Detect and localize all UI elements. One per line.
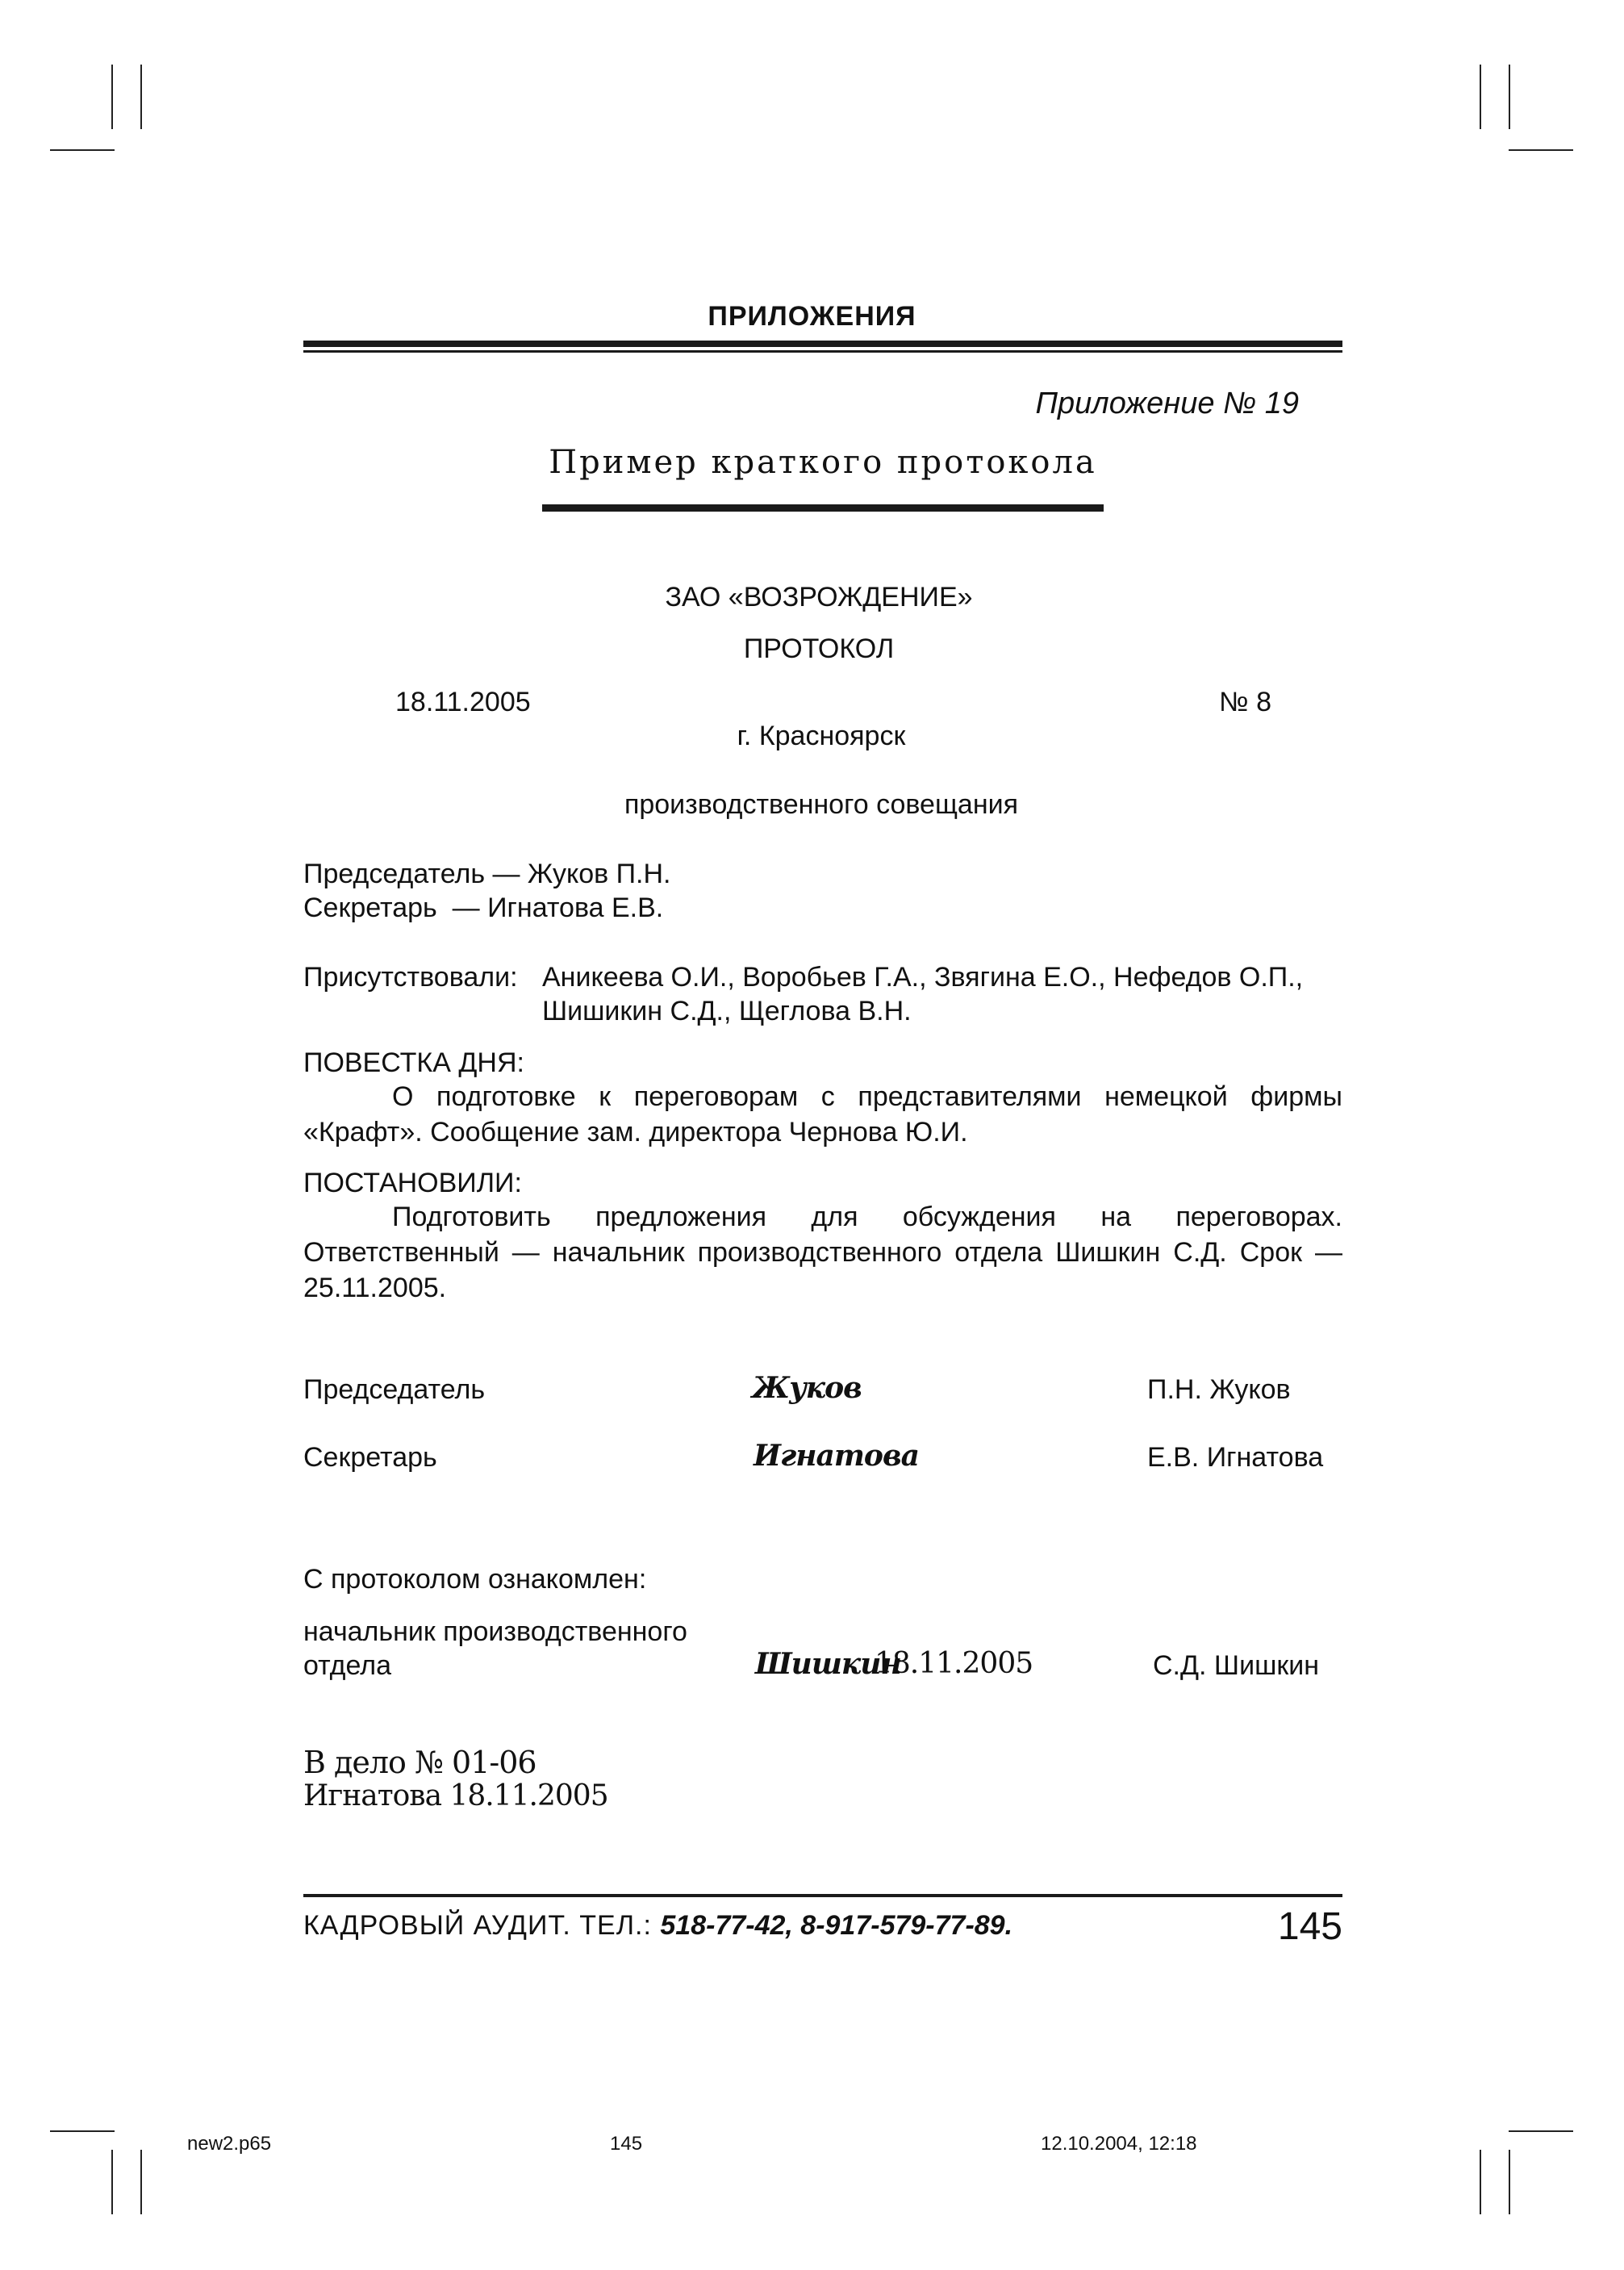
protocol-date: 18.11.2005 bbox=[395, 687, 531, 717]
slug-file-name: new2.p65 bbox=[187, 2133, 272, 2155]
crop-mark bbox=[50, 149, 115, 151]
chair-line: Председатель — Жуков П.Н. bbox=[303, 859, 671, 889]
agenda-label: ПОВЕСТКА ДНЯ: bbox=[303, 1047, 524, 1078]
document-heading: Пример краткого протокола bbox=[549, 444, 1097, 481]
secretary-name: Е.В. Игнатова bbox=[1147, 1442, 1324, 1473]
protocol-subject: производственного совещания bbox=[624, 789, 1019, 820]
slug-timestamp: 12.10.2004, 12:18 bbox=[1041, 2133, 1197, 2155]
chair-signature: Жуков bbox=[752, 1371, 862, 1405]
acknowledgement-date: 18.11.2005 bbox=[875, 1647, 1033, 1680]
crop-mark bbox=[111, 2150, 113, 2214]
footer-publisher-text: КАДРОВЫЙ АУДИТ. ТЕЛ.: bbox=[303, 1910, 661, 1941]
secretary-line: Секретарь — Игнатова Е.В. bbox=[303, 893, 664, 923]
acknowledgement-label: С протоколом ознакомлен: bbox=[303, 1564, 647, 1595]
attendees-line-1: Аникеева О.И., Воробьев Г.А., Звягина Е.О., Нефедов О.П., bbox=[542, 962, 1304, 993]
crop-mark bbox=[111, 65, 113, 129]
crop-mark bbox=[140, 2150, 142, 2214]
protocol-city: г. Красноярск bbox=[737, 721, 906, 751]
agenda-text: О подготовке к переговорам с представителями немецкой фирмы «Крафт». Сообщение зам. директора Чернова Ю.И. bbox=[303, 1081, 1342, 1148]
crop-mark bbox=[140, 65, 142, 129]
filing-note-line-1: В дело № 01-06 bbox=[303, 1745, 536, 1780]
crop-mark bbox=[1509, 2130, 1573, 2132]
appendix-label: Приложение № 19 bbox=[1035, 387, 1299, 420]
crop-mark bbox=[1509, 149, 1573, 151]
heading-underline bbox=[542, 504, 1104, 512]
crop-mark bbox=[1509, 2150, 1510, 2214]
chair-role: Председатель bbox=[303, 1374, 486, 1405]
page-number: 145 bbox=[1277, 1905, 1342, 1948]
crop-mark bbox=[1509, 65, 1510, 129]
section-title: ПРИЛОЖЕНИЯ bbox=[708, 301, 916, 332]
secretary-role: Секретарь bbox=[303, 1442, 437, 1473]
filing-note-line-2: Игнатова 18.11.2005 bbox=[303, 1779, 608, 1812]
acknowledgement-name: С.Д. Шишкин bbox=[1153, 1650, 1319, 1681]
acknowledgement-role-line-1: начальник производственного bbox=[303, 1616, 687, 1647]
header-rule-thick bbox=[303, 341, 1342, 347]
crop-mark bbox=[1480, 2150, 1481, 2214]
footer-rule bbox=[303, 1894, 1342, 1897]
resolved-label: ПОСТАНОВИЛИ: bbox=[303, 1168, 522, 1198]
crop-mark bbox=[1480, 65, 1481, 129]
chair-name: П.Н. Жуков bbox=[1147, 1374, 1291, 1405]
acknowledgement-role-line-2: отдела bbox=[303, 1650, 391, 1681]
secretary-signature: Игнатова bbox=[754, 1439, 919, 1473]
footer-phones: 518-77-42, 8-917-579-77-89. bbox=[660, 1910, 1013, 1941]
resolved-text: Подготовить предложения для обсуждения на переговорах. Ответственный — начальник производственного отдела Шишкин С.Д. Срок — 25.11.2005. bbox=[303, 1202, 1342, 1303]
attendees-line-2: Шишикин С.Д., Щеглова В.Н. bbox=[542, 996, 912, 1026]
slug-page: 145 bbox=[610, 2133, 643, 2155]
organization-name: ЗАО «ВОЗРОЖДЕНИЕ» bbox=[665, 582, 973, 612]
acknowledgement-signature: Шишкин bbox=[755, 1647, 901, 1681]
header-rule-thin bbox=[303, 350, 1342, 353]
footer-publisher bbox=[303, 1908, 1012, 1943]
crop-mark bbox=[50, 2130, 115, 2132]
protocol-title: ПРОТОКОЛ bbox=[743, 633, 895, 664]
protocol-number: № 8 bbox=[1219, 687, 1271, 717]
attendees-label: Присутствовали: bbox=[303, 962, 518, 993]
